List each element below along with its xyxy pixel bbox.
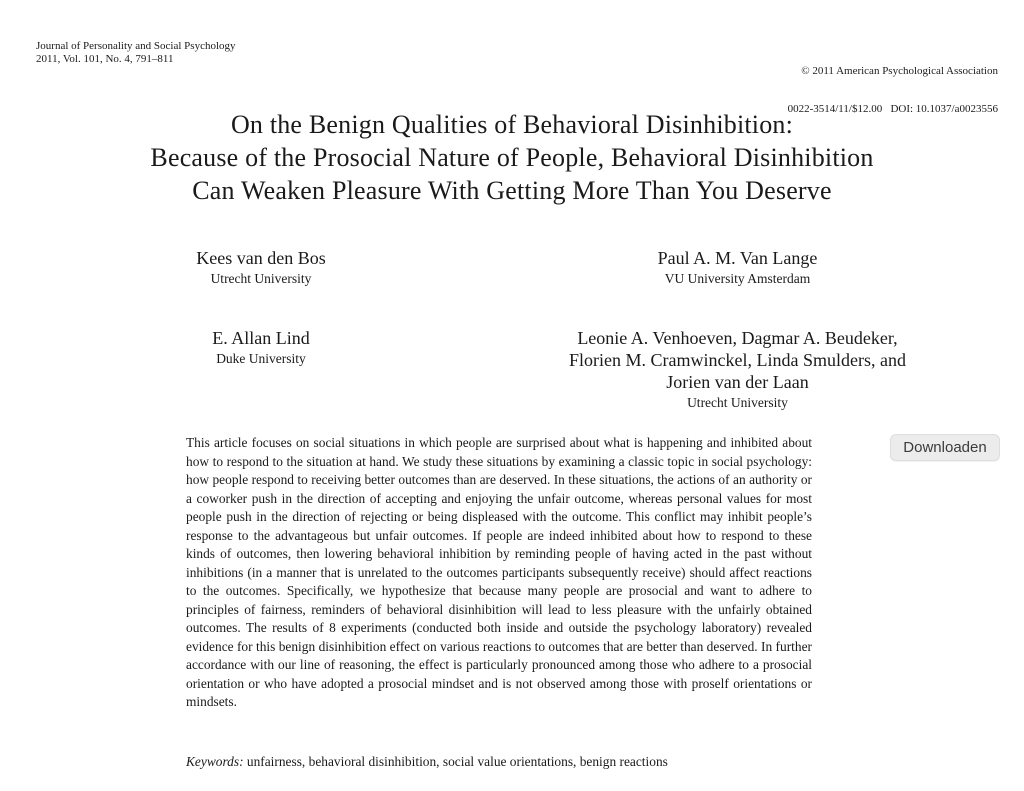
author-name-line-1: Leonie A. Venhoeven, Dagmar A. Beudeker, <box>577 328 898 348</box>
abstract-text: This article focuses on social situations in which people are surprised about what is happening and inhibited about how to respond to the situation at hand. We study these situations by examining a classic topic in social psychology: how people respond to receiving better outcomes than are deserved. In these situations, the actions of an authority or a coworker push in the direction of accepting and enjoying the unfair outcome, whereas personal values for most people push in the direction of rejecting or being displeased with the outcome. This conflict may inhibit people’s response to the advantageous but unfair outcomes. If people are indeed inhibited about how to respond to these kinds of outcomes, then lowering behavioral inhibition by reminding people of having acted in the past without inhibitions (in a manner that is unrelated to the outcomes participants subsequently receive) should affect reactions to the outcomes. Specifically, we hypothesize that because many people are prosocial and want to adhere to principles of fairness, reminders of behavioral disinhibition will lead to less pleasure with the unfairly obtained outcomes. The results of 8 experiments (conducted both inside and outside the psychology laboratory) revealed evidence for this benign disinhibition effect on various reactions to outcomes that are better than deserved. In further accordance with our line of reasoning, the effect is particularly pronounced among those who adhere to a prosocial orientation or who have adopted a prosocial mindset and is not observed among those with proself orientations or mindsets. <box>186 435 812 709</box>
journal-volume-info: 2011, Vol. 101, No. 4, 791–811 <box>36 52 174 65</box>
author-affiliation: Duke University <box>216 351 306 366</box>
title-line-3: Can Weaken Pleasure With Getting More Than You Deserve <box>192 176 832 205</box>
author-affiliation: Utrecht University <box>687 395 788 410</box>
author-affiliation: Utrecht University <box>210 271 312 286</box>
download-button[interactable]: Downloaden <box>890 434 1000 461</box>
author-name: Kees van den Bos <box>196 248 326 268</box>
keywords-line <box>186 753 812 772</box>
author-block-van-lange <box>505 247 970 287</box>
keywords-label: Keywords: <box>186 754 244 769</box>
author-name-line-2: Florien M. Cramwinckel, Linda Smulders, and <box>569 350 906 370</box>
keywords-list: unfairness, behavioral disinhibition, social value orientations, benign reactions <box>246 754 668 769</box>
author-name-line-3: Jorien van der Laan <box>666 372 809 392</box>
issn-doi-line: 0022-3514/11/$12.00 DOI: 10.1037/a0023556 <box>787 102 998 115</box>
author-block-venhoeven-et-al <box>505 327 970 411</box>
author-block-lind <box>36 327 486 367</box>
journal-name: Journal of Personality and Social Psychology <box>36 40 236 52</box>
article-title <box>40 108 984 207</box>
author-affiliation: VU University Amsterdam <box>664 271 811 286</box>
title-line-2: Because of the Prosocial Nature of People, Behavioral Disinhibition <box>150 143 874 172</box>
author-name: E. Allan Lind <box>212 328 310 348</box>
copyright-line: © 2011 American Psychological Association <box>801 65 998 77</box>
author-block-van-den-bos <box>36 247 486 287</box>
title-line-1: On the Benign Qualities of Behavioral Disinhibition: <box>230 110 794 139</box>
author-name: Paul A. M. Van Lange <box>657 248 818 268</box>
